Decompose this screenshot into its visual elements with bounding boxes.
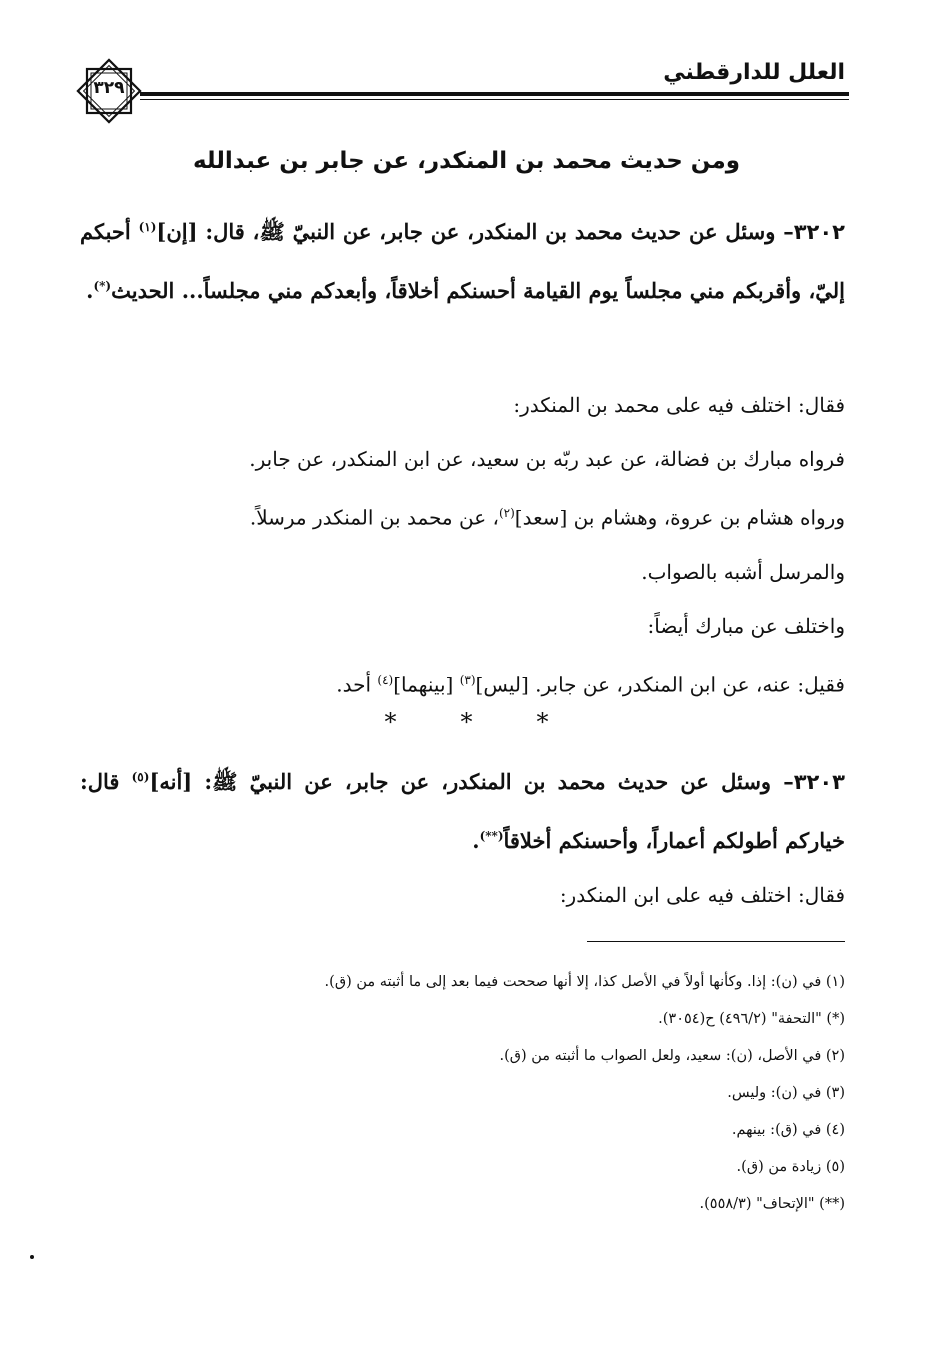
- footnotes: [80, 964, 845, 1223]
- text-span: ورواه هشام بن عروة، وهشام بن [سعد]: [514, 505, 845, 530]
- footnote-item: (*) "التحفة" (٤٩٦/٢) ح(٣٠٥٤).: [658, 1011, 845, 1027]
- hadith-number: ٣٢٠٢: [793, 220, 845, 244]
- text-span: أحد.: [336, 672, 378, 697]
- footnote-item: (٢) في الأصل، (ن): سعيد، ولعل الصواب ما أثبته من (ق).: [499, 1048, 845, 1064]
- footnote-ref: (٣): [459, 672, 476, 687]
- discussion-line: فقال: اختلف فيه على ابن المنكدر:: [559, 883, 845, 907]
- section-heading: ومن حديث محمد بن المنكدر، عن جابر بن عبدالله: [192, 148, 741, 174]
- page-number: ٣٢٩: [93, 78, 125, 98]
- footnote-item: (١) في (ن): إذا. وكأنها أولاً في الأصل كذا، إلا أنها صححت فيما بعد إلى ما أثبته من (ق).: [324, 974, 845, 990]
- discussion-block-1: [80, 378, 845, 711]
- footnote-item: (٥) زيادة من (ق).: [736, 1159, 845, 1175]
- hadith-text: أحبكم إليّ، وأقربكم مني مجلساً يوم القيامة أحسنكم أخلاقاً، وأبعدكم مني مجلساً... الحديث: [80, 219, 845, 303]
- discussion-line: [80, 486, 845, 545]
- header-rule-thin: [140, 99, 849, 100]
- separator-star: *: [536, 708, 549, 736]
- footnote-item: (٣) في (ن): وليس.: [727, 1085, 845, 1101]
- punctuation: .: [472, 828, 480, 853]
- discussion-line: فقال: اختلف فيه على محمد بن المنكدر:: [513, 393, 845, 417]
- footnote-ref: (٤): [377, 672, 394, 687]
- footnote-separator: [587, 941, 845, 942]
- discussion-line: واختلف عن مبارك أيضاً:: [647, 613, 845, 638]
- separator-star: *: [384, 708, 397, 736]
- hadith-3203-paragraph: [80, 750, 845, 868]
- punctuation: .: [86, 278, 94, 303]
- text-span: [بينهما]: [393, 672, 460, 697]
- hadith-number: ٣٢٠٣: [793, 770, 845, 794]
- discussion-line: فرواه مبارك بن فضالة، عن عبد ربّه بن سعيد، عن ابن المنكدر، عن جابر.: [249, 447, 845, 471]
- text-span: ، عن محمد بن المنكدر مرسلاً.: [249, 505, 499, 530]
- footnote-ref: (٥): [131, 770, 150, 784]
- text-span: فقيل: عنه، عن ابن المنكدر، عن جابر. [ليس]: [475, 672, 845, 697]
- footnote-ref: (*): [93, 279, 112, 293]
- footnote-item: (**) "الإتحاف" (٥٥٨/٣).: [699, 1196, 845, 1212]
- separator-star: *: [460, 708, 473, 736]
- footnote-ref: (**): [479, 829, 504, 843]
- header-rule-thick: [140, 92, 849, 96]
- discussion-block-2: [80, 868, 845, 922]
- discussion-line: [80, 653, 845, 712]
- discussion-line: والمرسل أشبه بالصواب.: [641, 559, 845, 584]
- hadith-text: قال: خياركم أطولكم أعماراً، وأحسنكم أخلاقاً: [80, 769, 845, 853]
- footnote-ref: (٢): [498, 506, 515, 520]
- running-header-title: العلل للدارقطني: [663, 60, 845, 85]
- hadith-3202-paragraph: [80, 200, 845, 318]
- footnote-item: (٤) في (ق): بينهم.: [731, 1122, 845, 1138]
- hadith-text: – وسئل عن حديث محمد بن المنكدر، عن جابر، عن النبيّ ﷺ، قال: [إن]: [156, 219, 794, 244]
- page-number-badge: [74, 56, 144, 126]
- section-separator: [0, 708, 933, 736]
- hadith-text: – وسئل عن حديث محمد بن المنكدر، عن جابر، عن النبيّ ﷺ: [أنه]: [149, 769, 794, 794]
- footnote-ref: (١): [138, 220, 157, 234]
- scan-speck: [30, 1255, 34, 1259]
